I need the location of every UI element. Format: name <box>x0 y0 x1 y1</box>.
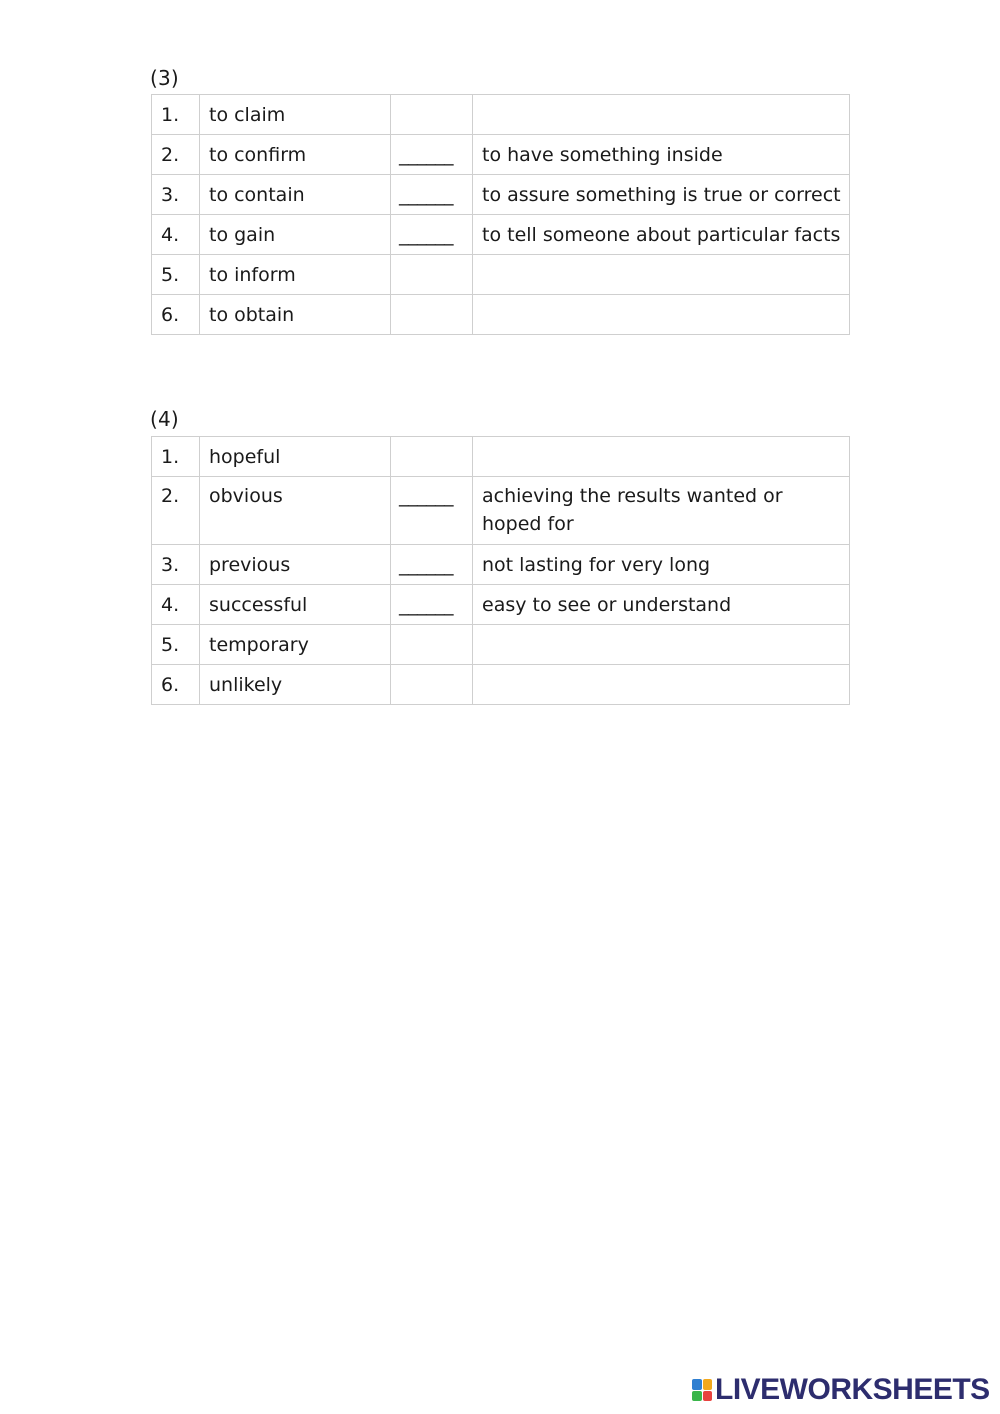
answer-blank[interactable]: ______ <box>391 135 473 175</box>
term: hopeful <box>200 437 391 477</box>
definition: to tell someone about particular facts <box>473 215 850 255</box>
term: to claim <box>200 95 391 135</box>
definition <box>473 437 850 477</box>
table-row <box>152 625 850 665</box>
row-number: 4. <box>152 215 200 255</box>
definition: to have something inside <box>473 135 850 175</box>
definition <box>473 295 850 335</box>
table-row <box>152 295 850 335</box>
term: to contain <box>200 175 391 215</box>
definition: easy to see or understand <box>473 585 850 625</box>
row-number: 6. <box>152 665 200 705</box>
definition: not lasting for very long <box>473 545 850 585</box>
term: to gain <box>200 215 391 255</box>
row-number: 1. <box>152 95 200 135</box>
term: obvious <box>200 477 391 545</box>
matching-table-3 <box>151 94 850 335</box>
definition <box>473 625 850 665</box>
row-number: 2. <box>152 477 200 545</box>
section-label-3: (3) <box>150 66 179 90</box>
answer-blank[interactable] <box>391 255 473 295</box>
answer-blank[interactable] <box>391 665 473 705</box>
term: temporary <box>200 625 391 665</box>
answer-blank[interactable]: ______ <box>391 477 473 545</box>
logo-square-red <box>703 1391 713 1402</box>
answer-blank[interactable] <box>391 95 473 135</box>
row-number: 6. <box>152 295 200 335</box>
liveworksheets-logo-icon <box>692 1379 712 1401</box>
matching-table-4 <box>151 436 850 705</box>
table-row <box>152 175 850 215</box>
row-number: 5. <box>152 255 200 295</box>
answer-blank[interactable] <box>391 437 473 477</box>
definition: to assure something is true or correct <box>473 175 850 215</box>
definition: achieving the results wanted or hoped for <box>473 477 850 545</box>
term: previous <box>200 545 391 585</box>
table-row <box>152 437 850 477</box>
row-number: 4. <box>152 585 200 625</box>
answer-blank[interactable] <box>391 295 473 335</box>
liveworksheets-logo[interactable] <box>692 1374 990 1406</box>
definition <box>473 255 850 295</box>
answer-blank[interactable]: ______ <box>391 175 473 215</box>
answer-blank[interactable]: ______ <box>391 215 473 255</box>
table-row <box>152 255 850 295</box>
term: unlikely <box>200 665 391 705</box>
liveworksheets-logo-text: LIVEWORKSHEETS <box>715 1373 990 1406</box>
term: to confirm <box>200 135 391 175</box>
row-number: 5. <box>152 625 200 665</box>
section-label-4: (4) <box>150 407 179 431</box>
definition <box>473 665 850 705</box>
answer-blank[interactable] <box>391 625 473 665</box>
row-number: 2. <box>152 135 200 175</box>
table-row <box>152 477 850 545</box>
definition <box>473 95 850 135</box>
table-row <box>152 135 850 175</box>
answer-blank[interactable]: ______ <box>391 585 473 625</box>
logo-square-orange <box>703 1379 713 1390</box>
table-row <box>152 545 850 585</box>
answer-blank[interactable]: ______ <box>391 545 473 585</box>
term: to obtain <box>200 295 391 335</box>
term: successful <box>200 585 391 625</box>
row-number: 3. <box>152 175 200 215</box>
table-row <box>152 665 850 705</box>
row-number: 3. <box>152 545 200 585</box>
row-number: 1. <box>152 437 200 477</box>
table-row <box>152 95 850 135</box>
logo-square-green <box>692 1391 702 1402</box>
table-row <box>152 215 850 255</box>
logo-square-blue <box>692 1379 702 1390</box>
table-row <box>152 585 850 625</box>
term: to inform <box>200 255 391 295</box>
